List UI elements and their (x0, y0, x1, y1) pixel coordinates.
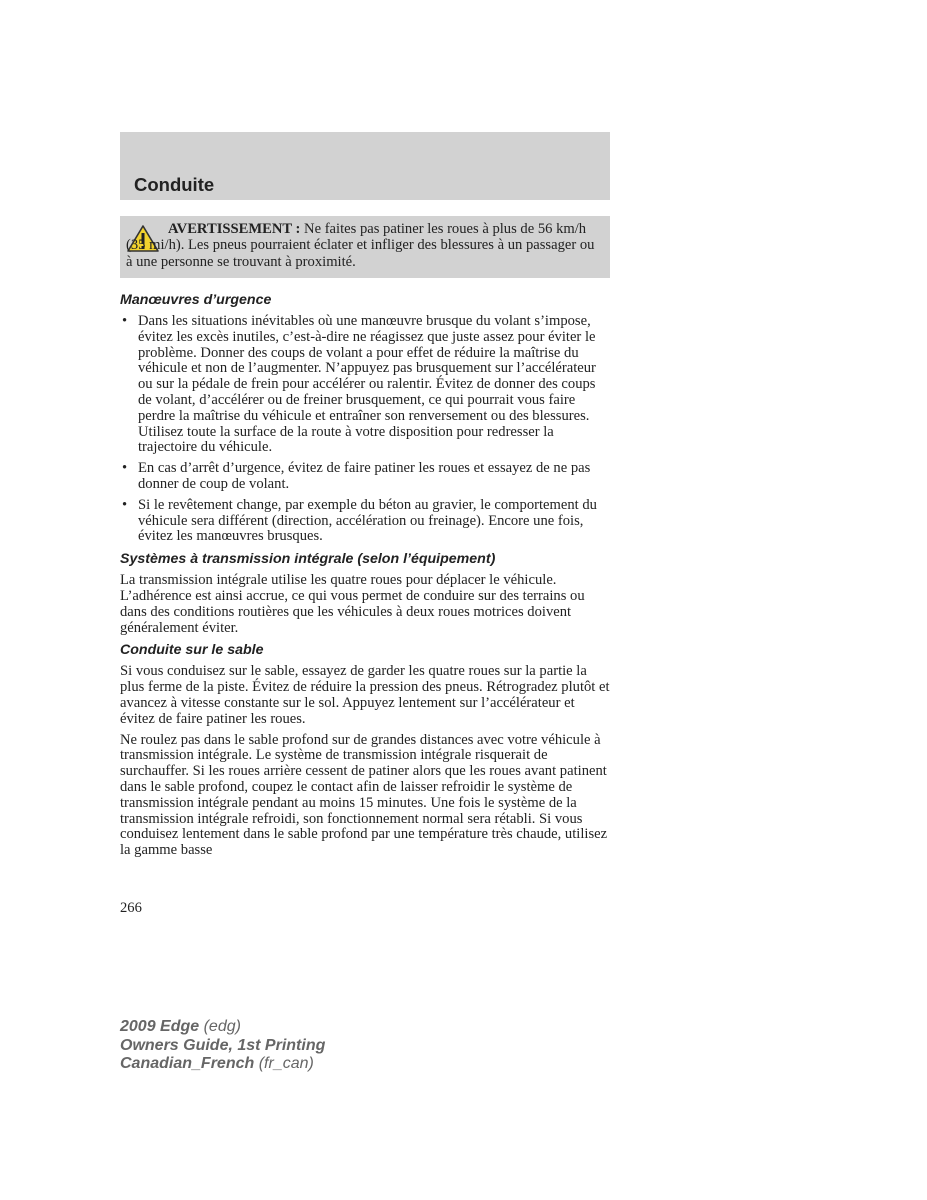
footer-line-2: Owners Guide, 1st Printing (120, 1036, 326, 1054)
urgence-list (120, 314, 610, 545)
warning-label: AVERTISSEMENT : (168, 221, 301, 237)
list-item-text: En cas d’arrêt d’urgence, évitez de faire patiner les roues et essayez de ne pas donner de coup de volant. (138, 460, 591, 492)
list-item-text: Si le revêtement change, par exemple du béton au gravier, le comportement du véhicule sera différent (direction, accélération ou freinage). Encore une fois, évitez les manœuvres brusques. (138, 496, 597, 545)
section-header-band (120, 132, 610, 200)
warning-box (120, 216, 610, 278)
heading-transmission: Systèmes à transmission intégrale (selon l’équipement) (120, 551, 496, 568)
heading-urgence: Manœuvres d’urgence (120, 292, 272, 308)
main-content (120, 292, 610, 864)
bullet-icon: • (122, 313, 128, 329)
warning-text (126, 221, 604, 270)
transmission-paragraph: La transmission intégrale utilise les quatre roues pour déplacer le véhicule. L’adhérence est ainsi accrue, ce qui vous permet de conduire sur des terrains ou dans des conditions routières que les véhicules à deux roues motrices doivent généralement éviter. (120, 572, 585, 636)
list-item (120, 461, 610, 493)
page-number: 266 (120, 900, 142, 916)
heading-sable: Conduite sur le sable (120, 642, 264, 659)
sable-paragraph-1: Si vous conduisez sur le sable, essayez de garder les quatre roues sur la partie la plus ferme de la piste. Évitez de réduire la pression des pneus. Rétrogradez plutôt et avancez à vitesse constante sur le sol. Appuyez lentement sur l’accélérateur et évitez de faire patiner les roues. (120, 663, 610, 727)
bullet-icon: • (122, 460, 128, 477)
page-title: Conduite (134, 174, 215, 195)
warning-message: Ne faites pas patiner les roues à plus de 56 km/h (35 mi/h). Les pneus pourraient éclater et infliger des blessures à un passager ou à une personne se trouvant à proximité. (126, 221, 595, 270)
footer-line-1: 2009 Edge (edg) (120, 1018, 241, 1035)
list-item-text: Dans les situations inévitables où une manœuvre brusque du volant s’impose, évitez les excès inutiles, c’est-à-dire ne réagissez que juste assez pour éviter le problème. Donner des coups de volant a pour effet de réduire la maîtrise du véhicule et non de l’augmenter. N’appuyez pas brusquement sur l’accélérateur ou sur la pédale de frein pour accélérer ou ralentir. Évitez de donner des coups de volant, d’accélérer ou de freiner brusquement, ce qui pourrait vous faire perdre la maîtrise du véhicule et entraîner son renversement ou des blessures. Utilisez toute la surface de la route à votre disposition pour redresser la trajectoire du véhicule. (138, 313, 596, 456)
list-item (120, 314, 610, 456)
footer-line-3: Canadian_French (fr_can) (120, 1055, 314, 1072)
list-item (120, 498, 610, 545)
sable-paragraph-2: Ne roulez pas dans le sable profond sur de grandes distances avec votre véhicule à transmission intégrale. Le système de transmission intégrale risquerait de surchauffer. Si les roues arrière cessent de patiner alors que les roues avant patinent dans le sable profond, coupez le contact afin de laisser refroidir le système de transmission intégrale pendant au moins 15 minutes. Une fois le système de la transmission intégrale refroidi, son fonctionnement normal sera rétabli. Si vous conduisez lentement dans le sable profond par une température très chaude, utilisez la gamme basse (120, 731, 608, 859)
bullet-icon: • (122, 496, 128, 513)
footer-imprint (120, 1018, 325, 1074)
